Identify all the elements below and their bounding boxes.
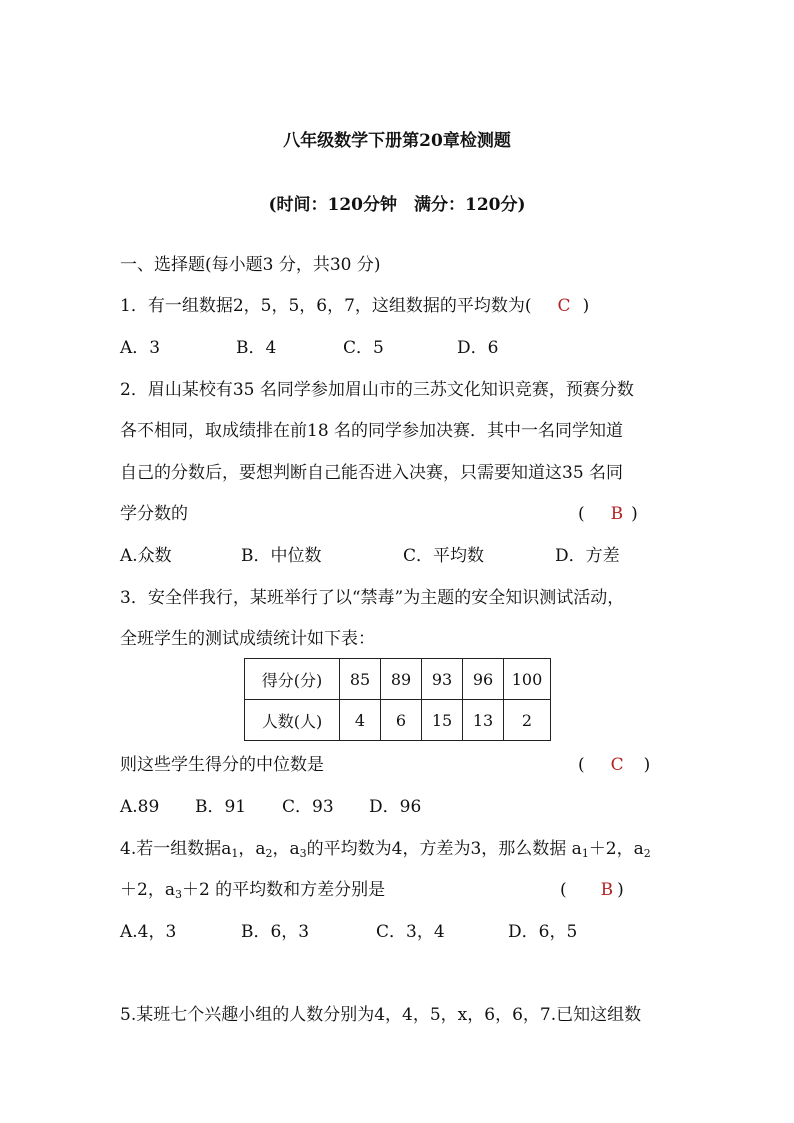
table-cell: 4 bbox=[340, 700, 381, 741]
answer-2: B bbox=[610, 504, 624, 524]
q2-option-c: C．平均数 bbox=[403, 546, 485, 566]
document-title: 八年级数学下册第20章检测题 bbox=[283, 131, 511, 151]
table-cell: 6 bbox=[381, 700, 422, 741]
table-row bbox=[245, 659, 551, 700]
table-cell: 100 bbox=[504, 659, 551, 700]
question-2-line-1: 2．眉山某校有35 名同学参加眉山市的三苏文化知识竞赛，预赛分数 bbox=[120, 380, 634, 400]
question-3-line-2: 全班学生的测试成绩统计如下表： bbox=[120, 629, 375, 649]
question-5-line-1: 5.某班七个兴趣小组的人数分别为4，4，5，x，6，6，7.已知这组数 bbox=[120, 1005, 642, 1025]
table-cell: 89 bbox=[381, 659, 422, 700]
answer-1: C bbox=[557, 296, 571, 316]
q2-option-d: D．方差 bbox=[555, 546, 620, 566]
q4-option-b: B．6，3 bbox=[241, 922, 310, 942]
q4-option-c: C．3，4 bbox=[376, 922, 445, 942]
section-heading: 一、选择题(每小题3 分，共30 分) bbox=[120, 255, 381, 275]
table-cell: 93 bbox=[422, 659, 463, 700]
question-2-line-3: 自己的分数后，要想判断自己能否进入决赛，只需要知道这35 名同 bbox=[120, 463, 624, 483]
q1-option-b: B．4 bbox=[236, 338, 277, 358]
q3-option-a: A.89 bbox=[120, 797, 160, 817]
question-4-line-1: 4.若一组数据$a_1$，$a_2$，$a_3$的平均数为4，方差为3，那么数据 $a_1+2$，$a_2$ bbox=[120, 839, 651, 860]
answer-3: C bbox=[610, 755, 624, 775]
table-cell: 85 bbox=[340, 659, 381, 700]
paren-open: ( bbox=[524, 296, 532, 316]
q4-option-a: A.4，3 bbox=[120, 922, 177, 942]
question-2-line-4: 学分数的 bbox=[120, 504, 188, 524]
answer-2-bracket: ( B ) bbox=[578, 504, 638, 524]
question-2-line-2: 各不相同，取成绩排在前18 名的同学参加决赛．其中一名同学知道 bbox=[120, 421, 624, 441]
answer-4: B bbox=[600, 880, 614, 900]
table-cell: 15 bbox=[422, 700, 463, 741]
answer-4-bracket: ( B ) bbox=[560, 880, 624, 900]
question-1-text: 1．有一组数据2，5，5，6，7，这组数据的平均数为 bbox=[120, 296, 525, 316]
score-table bbox=[244, 658, 551, 741]
q3-option-b: B．91 bbox=[195, 797, 247, 817]
paren-close: ) bbox=[582, 296, 590, 316]
q4-option-d: D．6，5 bbox=[508, 922, 578, 942]
answer-3-bracket: ( C ) bbox=[578, 755, 651, 775]
q3-option-d: D．96 bbox=[369, 797, 422, 817]
q3-option-c: C．93 bbox=[282, 797, 334, 817]
question-4-line-2: ＋2，$a_3+2$ 的平均数和方差分别是 bbox=[120, 880, 386, 901]
q2-option-a: A.众数 bbox=[120, 546, 172, 566]
table-cell: 96 bbox=[463, 659, 504, 700]
q1-option-d: D．6 bbox=[457, 338, 499, 358]
table-cell: 2 bbox=[504, 700, 551, 741]
question-3-prompt: 则这些学生得分的中位数是 bbox=[120, 755, 324, 775]
table-header-score: 得分(分) bbox=[245, 659, 340, 700]
question-1 bbox=[120, 294, 589, 318]
q2-option-b: B．中位数 bbox=[241, 546, 322, 566]
table-row bbox=[245, 700, 551, 741]
question-3-line-1: 3．安全伴我行，某班举行了以“禁毒”为主题的安全知识测试活动， bbox=[120, 588, 625, 608]
document-subtitle: (时间：120分钟 满分：120分) bbox=[268, 195, 526, 215]
q1-option-c: C．5 bbox=[343, 338, 384, 358]
table-header-count: 人数(人) bbox=[245, 700, 340, 741]
table-cell: 13 bbox=[463, 700, 504, 741]
q1-option-a: A．3 bbox=[120, 338, 161, 358]
